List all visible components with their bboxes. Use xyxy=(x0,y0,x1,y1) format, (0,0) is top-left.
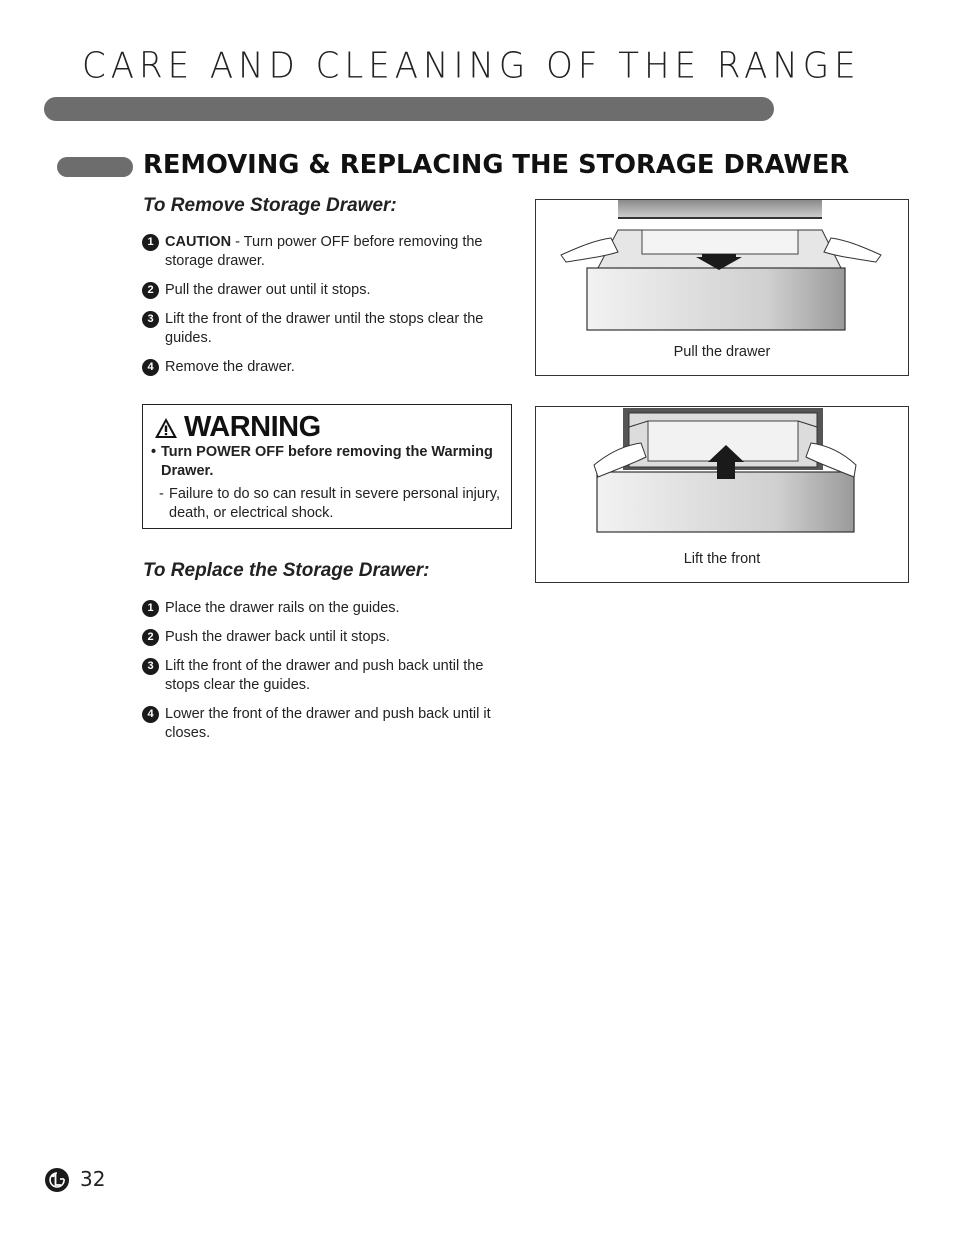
step-number-badge: 1 xyxy=(142,600,159,617)
section-pill-decoration xyxy=(57,157,133,177)
warning-detail: - Failure to do so can result in severe personal injury, death, or electrical shock. xyxy=(159,485,504,523)
figure-pull-drawer xyxy=(535,199,909,376)
remove-steps xyxy=(142,233,514,387)
step-text: Remove the drawer. xyxy=(165,359,295,375)
page-number: 32 xyxy=(80,1167,106,1191)
replace-step xyxy=(142,705,514,743)
remove-step xyxy=(142,233,514,271)
warning-detail-text: Failure to do so can result in severe personal injury, death, or electrical shock. xyxy=(169,486,500,521)
figure-caption: Pull the drawer xyxy=(673,344,771,360)
warning-bullet: • Turn POWER OFF before removing the Warming Drawer. xyxy=(151,443,501,481)
step-text: Pull the drawer out until it stops. xyxy=(165,282,371,298)
replace-step xyxy=(142,628,514,647)
step-text: Place the drawer rails on the guides. xyxy=(165,600,400,616)
replace-steps xyxy=(142,599,514,753)
replace-heading: To Replace the Storage Drawer: xyxy=(143,560,430,581)
step-text: Lower the front of the drawer and push back until it closes. xyxy=(165,706,491,741)
section-title: REMOVING & REPLACING THE STORAGE DRAWER xyxy=(143,150,850,180)
figure-caption: Lift the front xyxy=(683,551,761,567)
remove-heading: To Remove Storage Drawer: xyxy=(143,195,397,216)
warning-title: WARNING xyxy=(184,411,321,443)
step-number-badge: 3 xyxy=(142,658,159,675)
replace-step xyxy=(142,599,514,618)
caution-label: CAUTION xyxy=(165,234,232,250)
remove-step xyxy=(142,281,514,300)
figure-lift-front xyxy=(535,406,909,583)
step-number-badge: 2 xyxy=(142,282,159,299)
step-number-badge: 3 xyxy=(142,311,159,328)
replace-step xyxy=(142,657,514,695)
step-text: Lift the front of the drawer until the stops clear the guides. xyxy=(165,311,484,346)
step-number-badge: 2 xyxy=(142,629,159,646)
step-text: - Turn power OFF before removing the storage drawer. xyxy=(165,234,483,269)
page-title: CARE AND CLEANING OF THE RANGE xyxy=(82,45,861,87)
step-number-badge: 1 xyxy=(142,234,159,251)
step-text: Lift the front of the drawer and push back until the stops clear the guides. xyxy=(165,658,484,693)
remove-step xyxy=(142,310,514,348)
remove-step xyxy=(142,358,514,377)
warning-bullet-text: Turn POWER OFF before removing the Warming Drawer. xyxy=(161,444,493,479)
step-text: Push the drawer back until it stops. xyxy=(165,629,390,645)
header-bar xyxy=(44,97,774,121)
lg-logo-icon xyxy=(44,1167,70,1198)
warning-box xyxy=(142,404,512,529)
step-number-badge: 4 xyxy=(142,706,159,723)
warning-triangle-icon xyxy=(154,417,178,439)
warning-header xyxy=(154,411,321,444)
step-number-badge: 4 xyxy=(142,359,159,376)
